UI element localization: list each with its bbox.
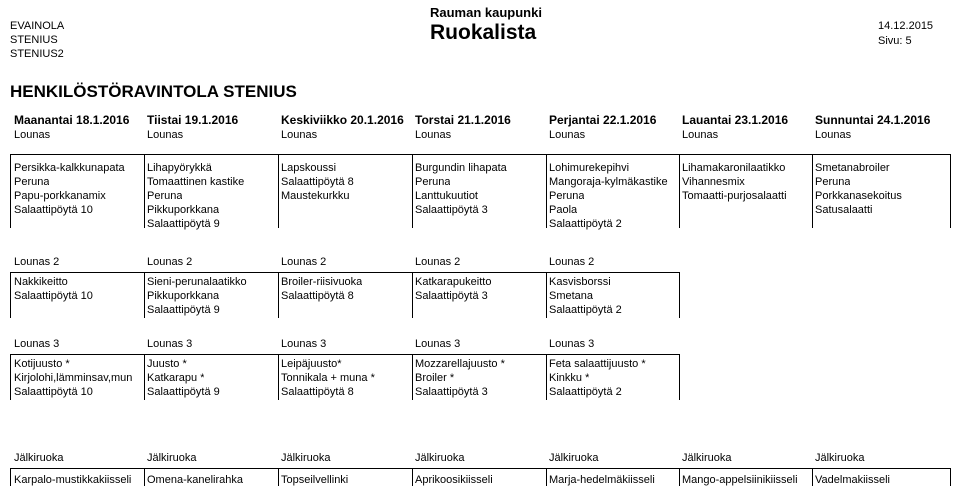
section-label: Lounas 3: [14, 338, 60, 350]
section-rule: [10, 354, 679, 355]
day-header: Lauantai 23.1.2016: [682, 113, 789, 127]
menu-item: Salaattipöytä 10: [14, 204, 93, 216]
menu-item: Salaattipöytä 3: [415, 290, 488, 302]
menu-item: Juusto *: [147, 358, 187, 370]
menu-item: Tonnikala + muna *: [281, 372, 375, 384]
menu-item: Salaattipöytä 8: [281, 386, 354, 398]
section-label: Lounas: [815, 129, 852, 141]
header-left-line-2: STENIUS: [10, 34, 58, 46]
menu-item: Persikka-kalkkunapata: [14, 162, 125, 174]
section-rule: [10, 272, 679, 273]
column-divider: [546, 154, 547, 228]
menu-item: Mango-appelsiinikiisseli: [682, 474, 798, 486]
menu-item: Lihapyörykkä: [147, 162, 212, 174]
column-divider: [412, 354, 413, 400]
section-label: Lounas 2: [415, 256, 461, 268]
menu-item: Salaattipöytä 2: [549, 386, 622, 398]
column-divider: [278, 354, 279, 400]
print-date: 14.12.2015: [878, 20, 934, 32]
menu-item: Broiler *: [415, 372, 455, 384]
menu-item: Karpalo-mustikkakiisseli: [14, 474, 132, 486]
column-divider: [278, 154, 279, 228]
section-label: Lounas 3: [549, 338, 595, 350]
section-label: Lounas: [549, 129, 586, 141]
section-label: Lounas: [281, 129, 318, 141]
section-label: Lounas: [147, 129, 184, 141]
day-header: Maanantai 18.1.2016: [14, 113, 130, 127]
day-header: Keskiviikko 20.1.2016: [281, 113, 404, 127]
column-divider: [679, 272, 680, 318]
section-label: Lounas 3: [281, 338, 327, 350]
menu-item: Salaattipöytä 8: [281, 176, 354, 188]
menu-item: Tomaattinen kastike: [147, 176, 245, 188]
menu-item: Aprikoosikiisseli: [415, 474, 493, 486]
menu-item: Katkarapu *: [147, 372, 205, 384]
menu-item: Pikkuporkkana: [147, 204, 220, 216]
menu-item: Nakkikeitto: [14, 276, 68, 288]
header-left-line-1: EVAINOLA: [10, 20, 65, 32]
menu-item: Mozzarellajuusto *: [415, 358, 505, 370]
menu-item: Smetanabroiler: [815, 162, 890, 174]
menu-item: Salaattipöytä 10: [14, 386, 93, 398]
menu-item: Lapskoussi: [281, 162, 337, 174]
menu-item: Smetana: [549, 290, 594, 302]
menu-item: Peruna: [815, 176, 851, 188]
section-label: Jälkiruoka: [147, 452, 197, 464]
column-divider: [679, 354, 680, 400]
organization-name: Rauman kaupunki: [430, 5, 542, 20]
restaurant-heading: HENKILÖSTÖRAVINTOLA STENIUS: [10, 82, 297, 101]
menu-item: Peruna: [14, 176, 50, 188]
menu-item: Maustekurkku: [281, 190, 350, 202]
column-divider: [278, 468, 279, 486]
menu-item: Vadelmakiisseli: [815, 474, 890, 486]
day-header: Torstai 21.1.2016: [415, 113, 511, 127]
column-divider: [10, 468, 11, 486]
menu-item: Vihannesmix: [682, 176, 745, 188]
column-divider: [144, 468, 145, 486]
column-divider: [950, 154, 951, 228]
menu-item: Salaattipöytä 10: [14, 290, 93, 302]
column-divider: [950, 468, 951, 486]
menu-item: Omena-kanelirahka: [147, 474, 243, 486]
menu-item: Salaattipöytä 9: [147, 218, 220, 230]
section-label: Lounas 2: [281, 256, 327, 268]
section-label: Lounas: [415, 129, 452, 141]
menu-item: Kinkku *: [549, 372, 590, 384]
menu-item: Peruna: [549, 190, 585, 202]
menu-item: Kirjolohi,lämminsav,mun: [14, 372, 133, 384]
column-divider: [546, 272, 547, 318]
menu-item: Lihamakaronilaatikko: [682, 162, 786, 174]
menu-item: Salaattipöytä 9: [147, 304, 220, 316]
menu-item: Kasvisborssi: [549, 276, 611, 288]
section-label: Jälkiruoka: [815, 452, 865, 464]
column-divider: [144, 354, 145, 400]
column-divider: [679, 468, 680, 486]
menu-item: Katkarapukeitto: [415, 276, 492, 288]
menu-item: Paola: [549, 204, 578, 216]
section-label: Lounas 2: [147, 256, 193, 268]
section-label: Lounas 3: [147, 338, 193, 350]
column-divider: [412, 272, 413, 318]
section-label: Lounas: [14, 129, 51, 141]
day-header: Sunnuntai 24.1.2016: [815, 113, 931, 127]
menu-item: Feta salaattijuusto *: [549, 358, 646, 370]
menu-item: Topseilvellinki: [281, 474, 349, 486]
menu-item: Salaattipöytä 2: [549, 304, 622, 316]
section-label: Jälkiruoka: [549, 452, 599, 464]
menu-item: Lohimurekepihvi: [549, 162, 630, 174]
column-divider: [10, 154, 11, 228]
menu-item: Peruna: [147, 190, 183, 202]
header-left-line-3: STENIUS2: [10, 48, 64, 60]
section-label: Lounas: [682, 129, 719, 141]
menu-item: Pikkuporkkana: [147, 290, 220, 302]
column-divider: [546, 468, 547, 486]
page-number: Sivu: 5: [878, 35, 912, 47]
document-title: Ruokalista: [430, 21, 537, 44]
section-label: Jälkiruoka: [682, 452, 732, 464]
menu-item: Kotijuusto *: [14, 358, 70, 370]
column-divider: [278, 272, 279, 318]
menu-item: Salaattipöytä 9: [147, 386, 220, 398]
column-divider: [812, 154, 813, 228]
column-divider: [546, 354, 547, 400]
menu-item: Marja-hedelmäkiisseli: [549, 474, 655, 486]
column-divider: [412, 154, 413, 228]
menu-item: Salaattipöytä 2: [549, 218, 622, 230]
column-divider: [144, 154, 145, 228]
column-divider: [412, 468, 413, 486]
column-divider: [679, 154, 680, 228]
section-label: Lounas 2: [549, 256, 595, 268]
menu-item: Porkkanasekoitus: [815, 190, 902, 202]
column-divider: [10, 272, 11, 318]
menu-item: Salaattipöytä 3: [415, 204, 488, 216]
column-divider: [812, 468, 813, 486]
menu-item: Satusalaatti: [815, 204, 873, 216]
menu-item: Sieni-perunalaatikko: [147, 276, 247, 288]
menu-item: Burgundin lihapata: [415, 162, 507, 174]
section-rule: [10, 154, 950, 155]
menu-item: Mangoraja-kylmäkastike: [549, 176, 668, 188]
section-label: Lounas 3: [415, 338, 461, 350]
menu-item: Peruna: [415, 176, 451, 188]
column-divider: [10, 354, 11, 400]
menu-item: Lanttukuutiot: [415, 190, 478, 202]
menu-item: Salaattipöytä 3: [415, 386, 488, 398]
menu-item: Leipäjuusto*: [281, 358, 342, 370]
menu-item: Tomaatti-purjosalaatti: [682, 190, 787, 202]
menu-item: Salaattipöytä 8: [281, 290, 354, 302]
section-label: Jälkiruoka: [281, 452, 331, 464]
section-label: Jälkiruoka: [14, 452, 64, 464]
column-divider: [144, 272, 145, 318]
day-header: Perjantai 22.1.2016: [549, 113, 657, 127]
menu-item: Broiler-riisivuoka: [281, 276, 363, 288]
section-rule: [10, 468, 950, 469]
section-label: Jälkiruoka: [415, 452, 465, 464]
menu-item: Papu-porkkanamix: [14, 190, 106, 202]
section-label: Lounas 2: [14, 256, 60, 268]
day-header: Tiistai 19.1.2016: [147, 113, 239, 127]
